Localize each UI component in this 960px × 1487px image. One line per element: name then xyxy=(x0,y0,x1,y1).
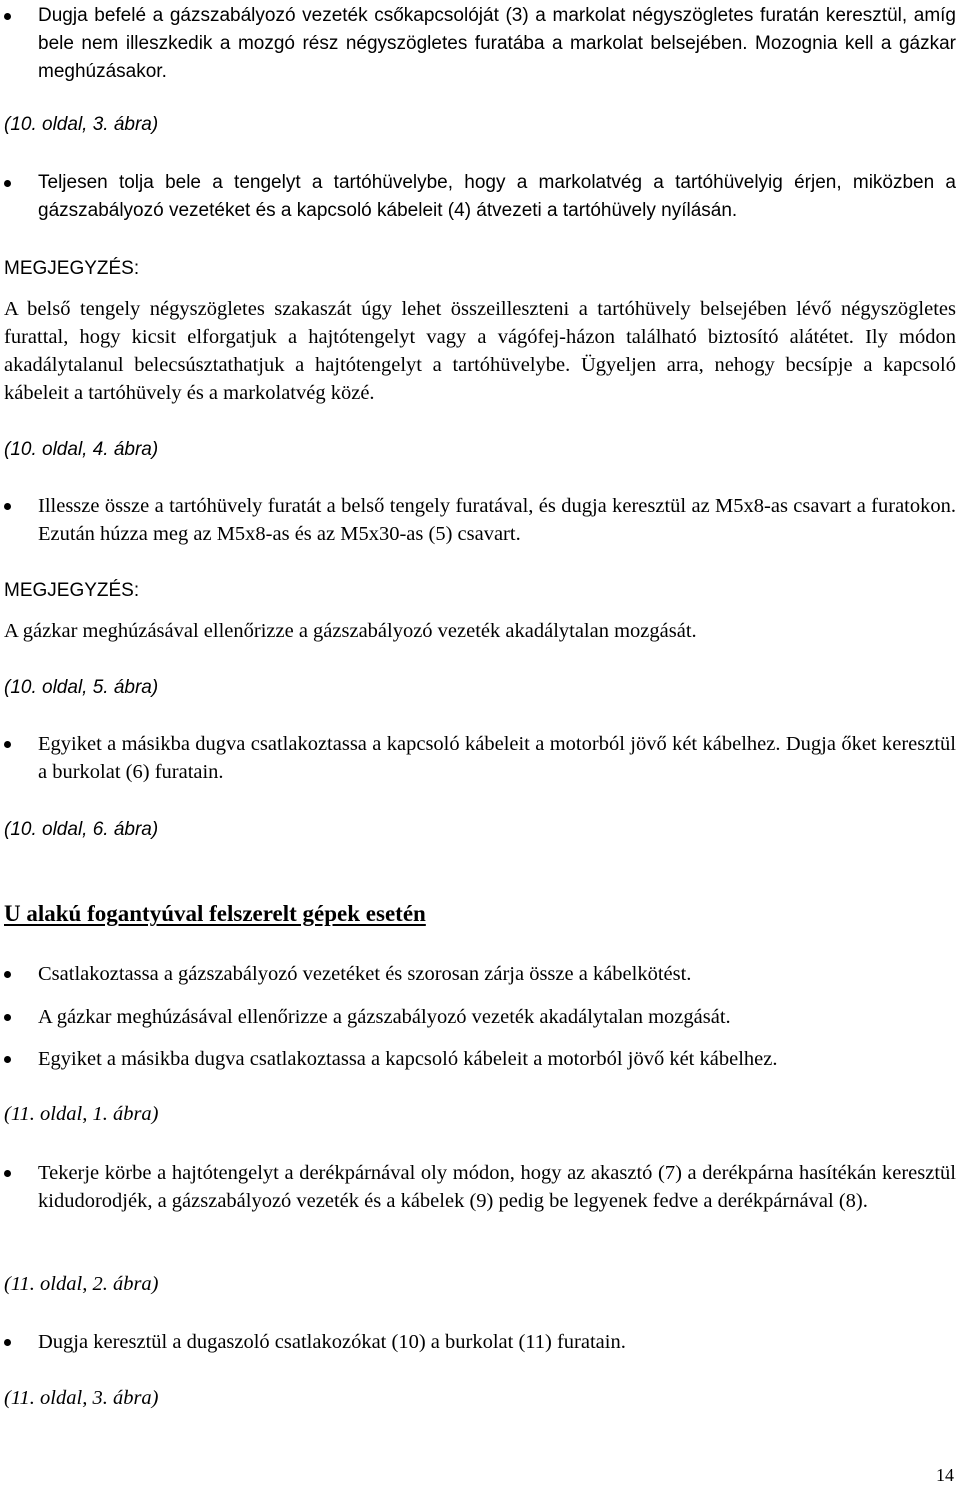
note-text: A belső tengely négyszögletes szakaszát úgy lehet összeilleszteni a tartóhüvely belsejében lévő négyszögletes furattal, hogy kicsit elforgatjuk a hajtótengelyt vagy a vágófej-házon található biztosító alátétet. Ily módon akadálytalanul belecsúsztathatjuk a hajtótengelyt a tartóhüvelybe. Ügyeljen arra, nehogy becsípje a kapcsoló kábeleit a tartóhüvely és a markolatvég közé. xyxy=(4,298,956,404)
list-item-text: Tekerje körbe a hajtótengelyt a derékpárnával oly módon, hogy az akasztó (7) a derékpárna hasítékán keresztül kidudorodjék, a gázszabályozó vezeték és a kábelek (9) pedig be legyenek fedve a derékpárnával (8). xyxy=(38,1162,956,1212)
note-text: A gázkar meghúzásával ellenőrizze a gázszabályozó vezeték akadálytalan mozgását. xyxy=(4,620,697,642)
section-heading: U alakú fogantyúval felszerelt gépek esetén xyxy=(4,901,426,926)
figure-reference: (11. oldal, 2. ábra) xyxy=(4,1273,159,1295)
bullet-dot-icon xyxy=(4,741,11,748)
list-item-text: Egyiket a másikba dugva csatlakoztassa a kapcsoló kábeleit a motorból jövő két kábelhez. Dugja őket keresztül a burkolat (6) furatain. xyxy=(38,733,956,783)
bullet-dot-icon xyxy=(4,1014,11,1021)
figure-reference: (11. oldal, 3. ábra) xyxy=(4,1387,159,1409)
list-item-text: Illessze össze a tartóhüvely furatát a belső tengely furatával, és dugja keresztül az M5x8-as csavart a furatokon. Ezután húzza meg az M5x8-as és az M5x30-as (5) csavart. xyxy=(38,495,956,545)
list-item-text: A gázkar meghúzásával ellenőrizze a gázszabályozó vezeték akadálytalan mozgását. xyxy=(38,1006,731,1028)
note-label: MEGJEGYZÉS: xyxy=(4,258,140,279)
bullet-dot-icon xyxy=(4,1339,11,1346)
list-item-text: Dugja befelé a gázszabályozó vezeték csőkapcsolóját (3) a markolat négyszögletes furatán keresztül, amíg bele nem illeszkedik a mozgó rész négyszögletes furatába a markolat belsejében. Mozognia kell a gázkar meghúzásakor. xyxy=(38,5,956,82)
figure-reference: (11. oldal, 1. ábra) xyxy=(4,1103,159,1125)
figure-reference: (10. oldal, 3. ábra) xyxy=(4,114,159,135)
bullet-dot-icon xyxy=(4,180,11,187)
figure-reference: (10. oldal, 4. ábra) xyxy=(4,439,159,460)
list-item-text: Egyiket a másikba dugva csatlakoztassa a kapcsoló kábeleit a motorból jövő két kábelhez. xyxy=(38,1048,778,1070)
bullet-dot-icon xyxy=(4,971,11,978)
bullet-dot-icon xyxy=(4,1056,11,1063)
list-item-text: Csatlakoztassa a gázszabályozó vezetéket és szorosan zárja össze a kábelkötést. xyxy=(38,963,692,985)
note-label: MEGJEGYZÉS: xyxy=(4,580,140,601)
page-number: 14 xyxy=(936,1465,954,1485)
list-item-text: Dugja keresztül a dugaszoló csatlakozókat (10) a burkolat (11) furatain. xyxy=(38,1331,626,1353)
bullet-dot-icon xyxy=(4,13,11,20)
figure-reference: (10. oldal, 6. ábra) xyxy=(4,819,159,840)
bullet-dot-icon xyxy=(4,503,11,510)
bullet-dot-icon xyxy=(4,1170,11,1177)
figure-reference: (10. oldal, 5. ábra) xyxy=(4,677,159,698)
list-item-text: Teljesen tolja bele a tengelyt a tartóhüvelybe, hogy a markolatvég a tartóhüvelyig érjen, miközben a gázszabályozó vezetéket és a kapcsoló kábeleit (4) átvezeti a tartóhüvely nyílásán. xyxy=(38,172,956,221)
